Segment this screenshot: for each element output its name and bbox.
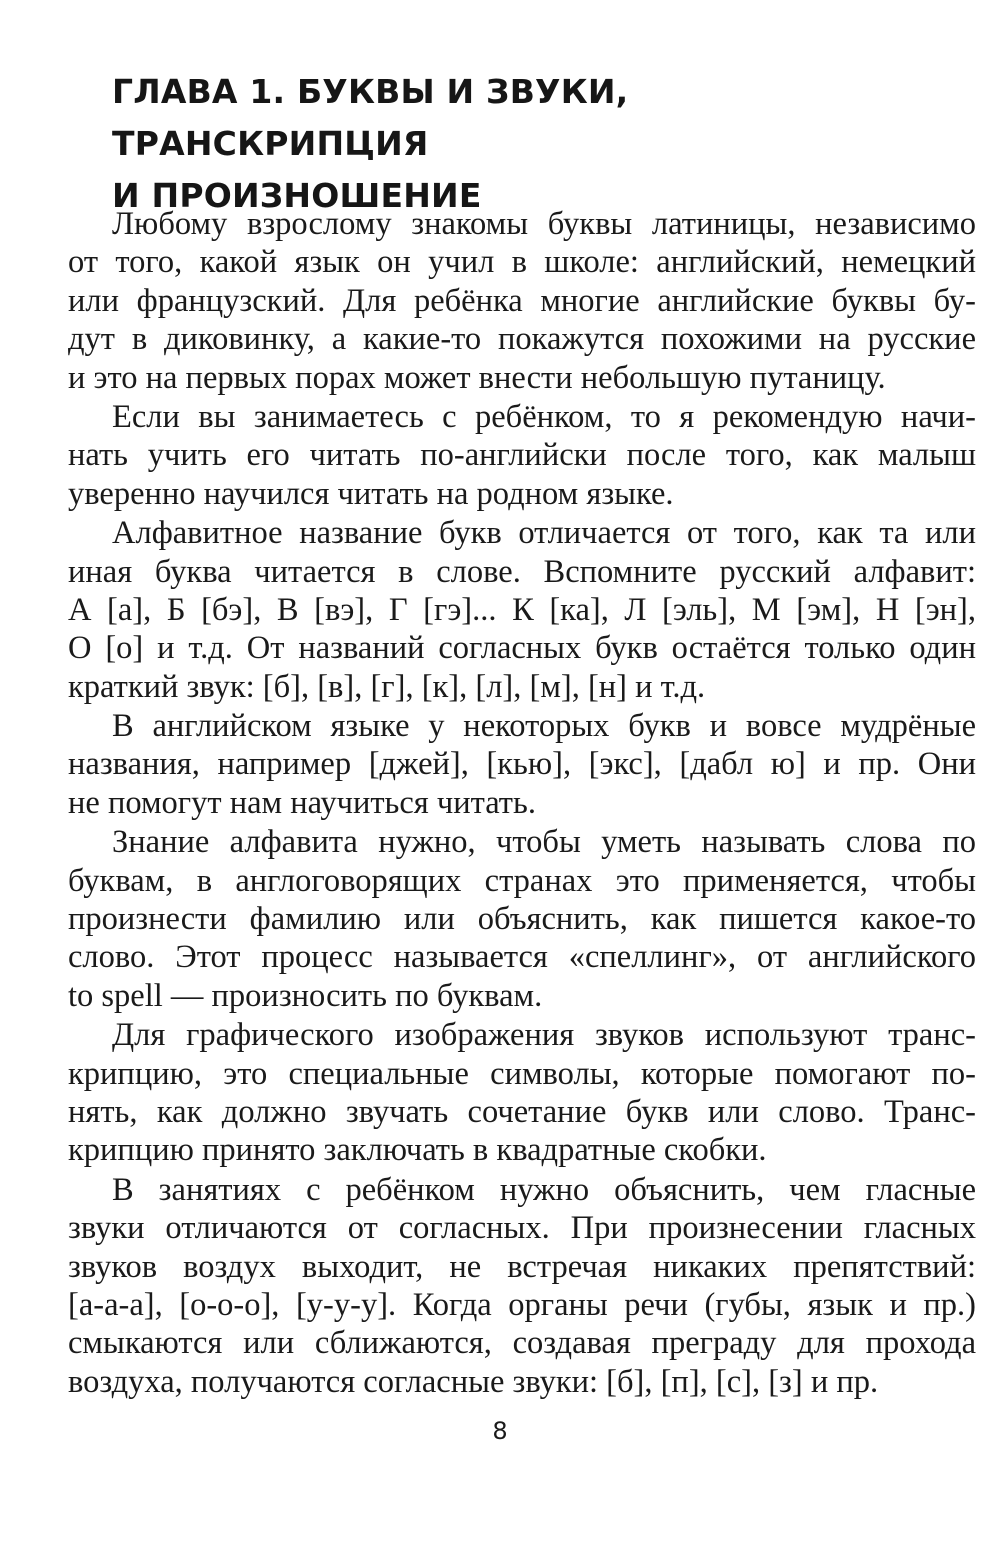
text-line: не помогут нам научиться читать. <box>68 784 536 821</box>
paragraph <box>68 1171 976 1401</box>
text-line: В занятиях с ребёнком нужно объяснить, чем гласные <box>112 1171 976 1208</box>
body-text <box>68 205 976 1402</box>
text-line: буквам, в англоговорящих странах это применяется, чтобы <box>68 862 976 899</box>
text-line: названия, например [джей], [кью], [экс], [дабл ю] и пр. Они <box>68 746 976 783</box>
text-line: Если вы занимаетесь с ребёнком, то я рекомендую начи- <box>112 398 976 435</box>
paragraph <box>68 205 976 397</box>
text-line: крипцию, это специальные символы, которые помогают по- <box>68 1055 976 1092</box>
text-line: А [а], Б [бэ], В [вэ], Г [гэ]... К [ка], Л [эль], М [эм], Н [эн], <box>68 591 976 628</box>
text-line: от того, какой язык он учил в школе: английский, немецкий <box>68 244 976 281</box>
chapter-title <box>112 66 932 222</box>
text-line: или французский. Для ребёнка многие английские буквы бу- <box>68 282 976 319</box>
text-line: Для графического изображения звуков используют транс- <box>112 1017 976 1054</box>
text-line: Любому взрослому знакомы буквы латиницы, независимо <box>112 206 976 242</box>
text-line: нать учить его читать по-английски после того, как малыш <box>68 437 976 474</box>
text-line: крипцию принято заключать в квадратные скобки. <box>68 1132 767 1169</box>
page-number: 8 <box>492 1417 508 1445</box>
text-line: иная буква читается в слове. Вспомните русский алфавит: <box>68 553 976 590</box>
text-line: и это на первых порах может внести небольшую путаницу. <box>68 359 886 396</box>
text-line: В английском языке у некоторых букв и вовсе мудрёные <box>112 708 976 745</box>
paragraph <box>68 514 976 706</box>
chapter-title-line-2: И ПРОИЗНОШЕНИЕ <box>112 176 482 215</box>
text-line: Знание алфавита нужно, чтобы уметь называть слова по <box>112 824 976 861</box>
paragraph <box>68 1016 976 1170</box>
paragraph <box>68 823 976 1015</box>
text-line: дут в диковинку, а какие-то покажутся похожими на русские <box>68 321 976 358</box>
text-line: уверенно научился читать на родном языке. <box>68 475 674 512</box>
text-line: звуки отличаются от согласных. При произнесении гласных <box>68 1210 976 1247</box>
text-line: нять, как должно звучать сочетание букв или слово. Транс- <box>68 1093 976 1130</box>
text-line: слово. Этот процесс называется «спеллинг», от английского <box>68 939 976 976</box>
text-line: О [о] и т.д. От названий согласных букв остаётся только один <box>68 630 976 667</box>
text-line: смыкаются или сближаются, создавая преграду для прохода <box>68 1325 976 1362</box>
text-line: звуков воздух выходит, не встречая никаких препятствий: <box>68 1248 976 1285</box>
paragraph <box>68 707 976 822</box>
text-line: произнести фамилию или объяснить, как пишется какое-то <box>68 901 976 938</box>
text-line: [а-а-а], [о-о-о], [у-у-у]. Когда органы речи (губы, язык и пр.) <box>68 1286 976 1323</box>
text-line: Алфавитное название букв отличается от того, как та или <box>112 515 976 552</box>
text-line: краткий звук: [б], [в], [г], [к], [л], [м], [н] и т.д. <box>68 668 706 705</box>
paragraph <box>68 398 976 513</box>
chapter-title-line-1: ГЛАВА 1. БУКВЫ И ЗВУКИ, ТРАНСКРИПЦИЯ <box>112 72 629 163</box>
text-line: воздуха, получаются согласные звуки: [б], [п], [с], [з] и пр. <box>68 1363 879 1400</box>
text-line: to spell — произносить по буквам. <box>68 977 543 1014</box>
